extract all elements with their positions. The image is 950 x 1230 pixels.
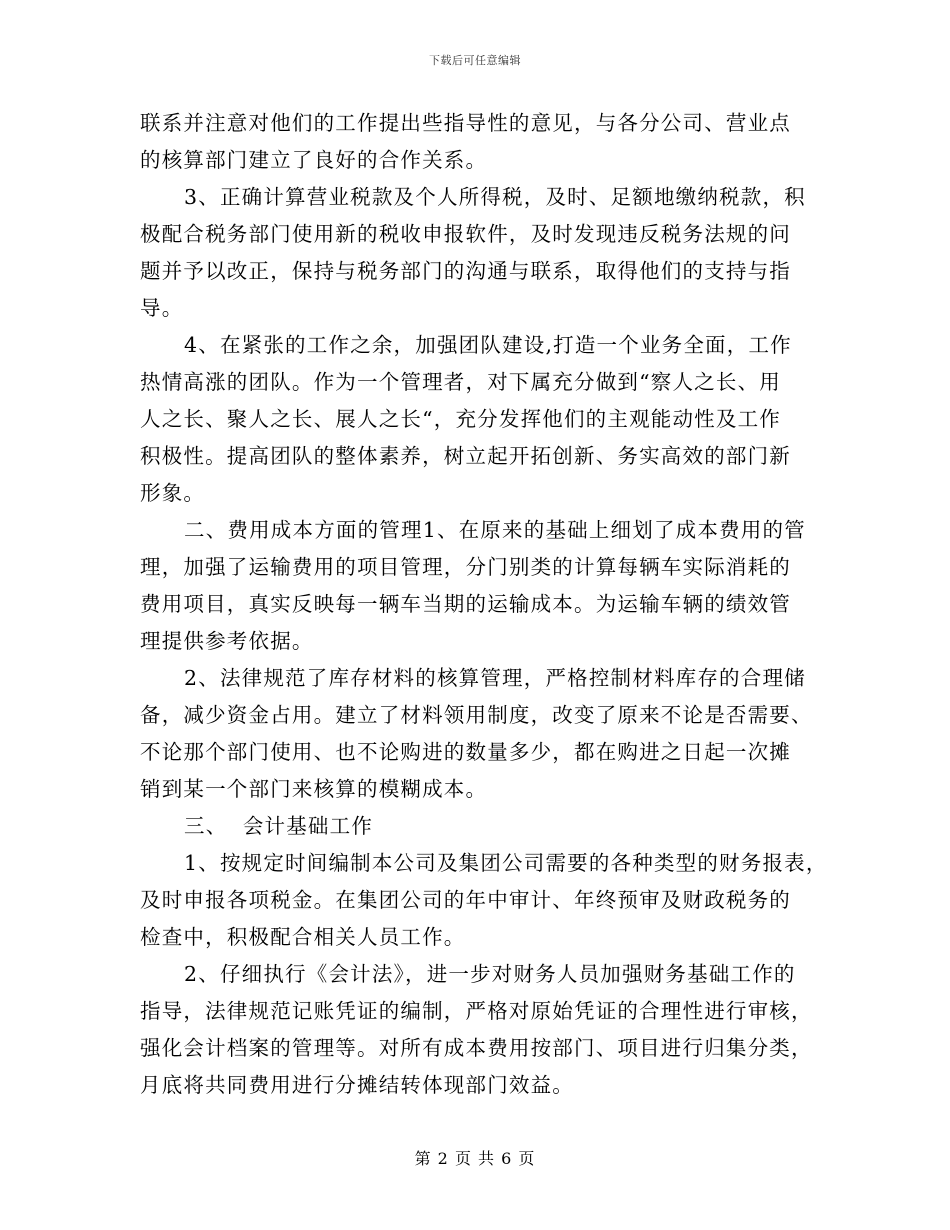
text-line: 费用项目，真实反映每一辆车当期的运输成本。为运输车辆的绩效管 <box>140 592 791 616</box>
text-line: 理提供参考依据。 <box>140 629 314 653</box>
text-line: 二、费用成本方面的管理1、在原来的基础上细划了成本费用的管 <box>184 518 806 542</box>
text-line: 2、仔细执行《会计法》，进一步对财务人员加强财务基础工作的 <box>184 962 796 986</box>
text-line: 理，加强了运输费用的项目管理，分门别类的计算每辆车实际消耗的 <box>140 555 791 579</box>
text-line: 积极性。提高团队的整体素养，树立起开拓创新、务实高效的部门新 <box>140 444 791 468</box>
text-line: 3、正确计算营业税款及个人所得税，及时、足额地缴纳税款，积 <box>184 185 806 209</box>
text-line: 指导，法律规范记账凭证的编制，严格对原始凭证的合理性进行审核， <box>140 999 813 1023</box>
text-line: 月底将共同费用进行分摊结转体现部门效益。 <box>140 1073 574 1097</box>
text-line: 热情高涨的团队。作为一个管理者，对下属充分做到“察人之长、用 <box>140 370 781 394</box>
text-line: 强化会计档案的管理等。对所有成本费用按部门、项目进行归集分类， <box>140 1036 813 1060</box>
page-number: 第 2 页 共 6 页 <box>414 1149 536 1168</box>
text-line: 导。 <box>140 296 184 320</box>
text-line: 2、法律规范了库存材料的核算管理，严格控制材料库存的合理储 <box>184 666 806 690</box>
text-line: 的核算部门建立了良好的合作关系。 <box>140 148 488 172</box>
page-header: 下载后可任意编辑 <box>429 54 521 67</box>
text-line: 极配合税务部门使用新的税收申报软件，及时发现违反税务法规的问 <box>140 222 791 246</box>
document-body <box>140 105 828 1104</box>
text-line: 不论那个部门使用、也不论购进的数量多少，都在购进之日起一次摊 <box>140 740 791 764</box>
text-line: 销到某一个部门来核算的模糊成本。 <box>140 777 488 801</box>
text-line: 备，减少资金占用。建立了材料领用制度，改变了原来不论是否需要、 <box>140 703 813 727</box>
text-line: 4、在紧张的工作之余，加强团队建设,打造一个业务全面，工作 <box>184 333 792 357</box>
text-line: 人之长、聚人之长、展人之长“，充分发挥他们的主观能动性及工作 <box>140 407 781 431</box>
text-line: 1、按规定时间编制本公司及集团公司需要的各种类型的财务报表， <box>184 851 828 875</box>
text-line: 题并予以改正，保持与税务部门的沟通与联系，取得他们的支持与指 <box>140 259 791 283</box>
text-line: 及时申报各项税金。在集团公司的年中审计、年终预审及财政税务的 <box>140 888 791 912</box>
section-heading: 三、 会计基础工作 <box>184 814 374 838</box>
text-line: 检查中，积极配合相关人员工作。 <box>140 925 466 949</box>
text-line: 联系并注意对他们的工作提出些指导性的意见，与各分公司、营业点 <box>140 111 791 135</box>
text-line: 形象。 <box>140 481 206 505</box>
